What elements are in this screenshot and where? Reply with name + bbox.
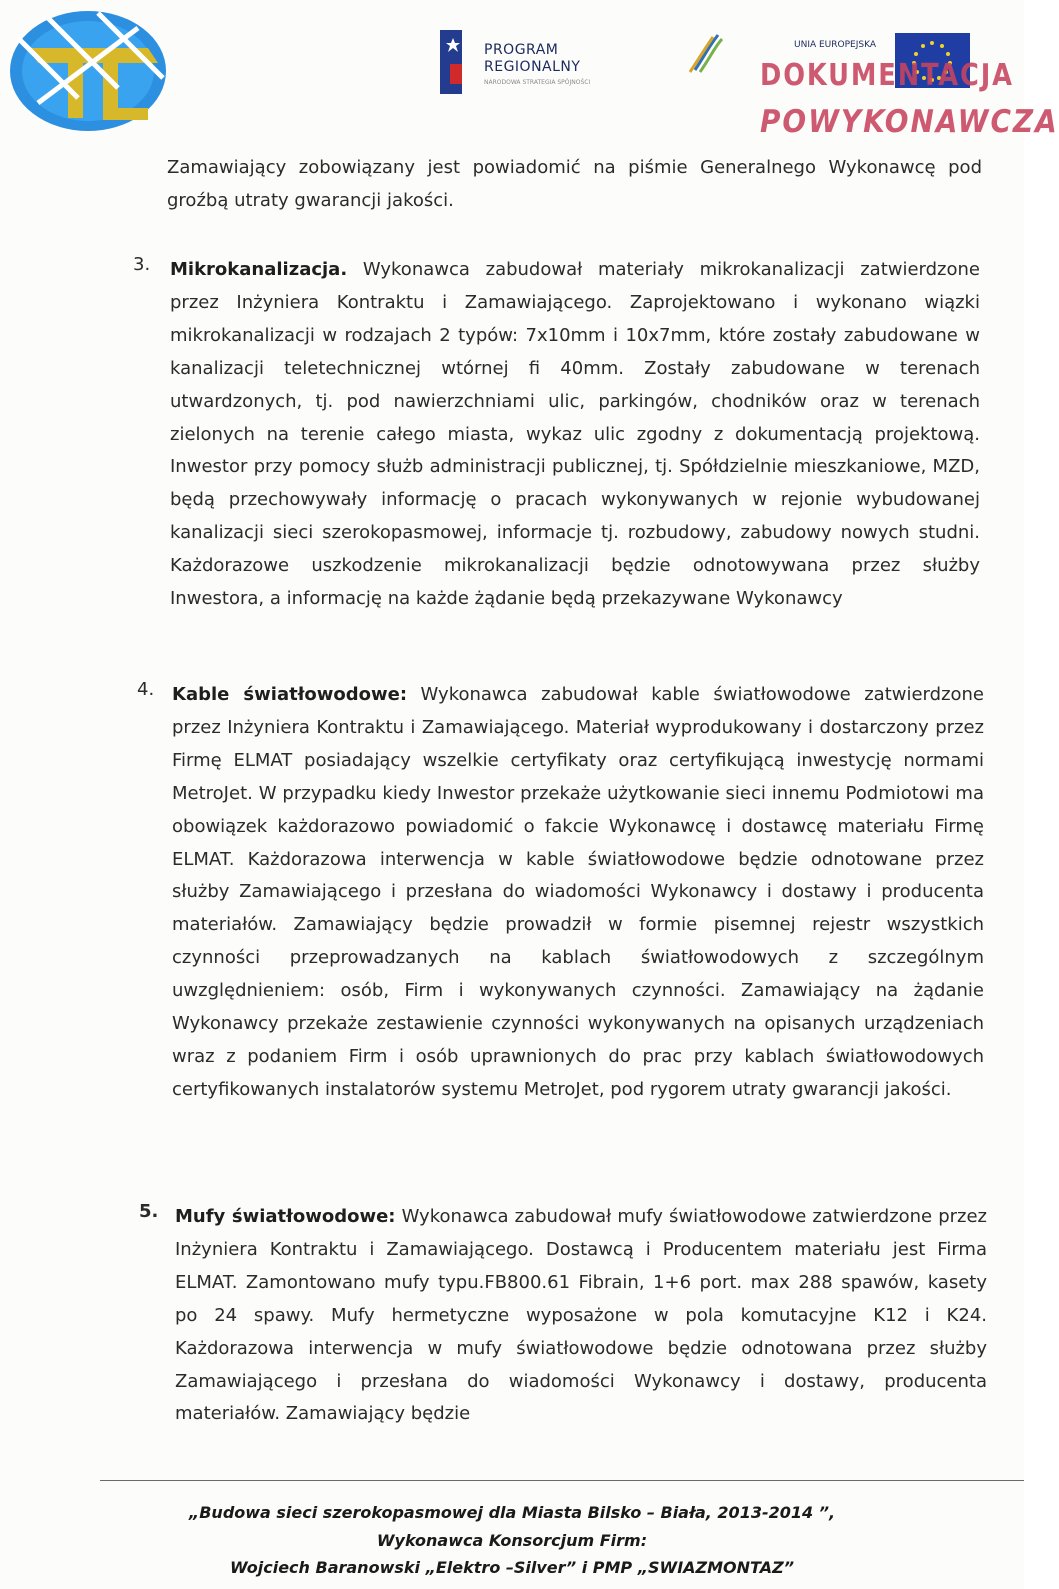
program-line3: NARODOWA STRATEGIA SPÓJNOŚCI [484, 79, 591, 86]
section-5-paragraph [175, 1201, 987, 1431]
section-5-number: 5. [139, 1201, 159, 1222]
section-5-heading: Mufy światłowodowe: [175, 1206, 396, 1227]
eu-label: UNIA EUROPEJSKA [794, 40, 876, 50]
section-4-paragraph [172, 679, 984, 1107]
section-3-text: Wykonawca zabudował materiały mikrokanalizacji zatwierdzone przez Inżyniera Kontraktu i Zamawiającego. Zaprojektowano i wykonano wiązki mikrokanalizacji w rodzajach 2 typów: 7x10mm i 10x7mm, które zostały zabudowane w kanalizacji teletechnicznej wtórnej fi 40mm. Zostały zabudowane w terenach utwardzonych, tj. pod nawierzchniami ulic, parkingów, chodników oraz w terenach zielonych na terenie całego miasta, wykaz ulic zgodny z dokumentacją projektową. Inwestor przy pomocy służb administracji publicznej, tj. Spółdzielnie mieszkaniowe, MZD, będą przechowywały informację o pracach wykonywanych w rejonie wybudowanej kanalizacji sieci szerokopasmowej, informacje tj. rozbudowy, zabudowy nowych studni. Każdorazowe uszkodzenie mikrokanalizacji będzie odnotowywana przez służby Inwestora, a informację na każde żądanie będą przekazywane Wykonawcy [170, 259, 980, 610]
footer-consortium-label: Wykonawca Konsorcjum Firm: [376, 1531, 648, 1550]
footer-project-title: „Budowa sieci szerokopasmowej dla Miasta Bilsko – Biała, 2013-2014 ”, [188, 1503, 836, 1522]
section-4-number: 4. [137, 679, 155, 700]
footer-divider [100, 1480, 1024, 1481]
program-line1: PROGRAM [484, 42, 559, 58]
footer-consortium-members: Wojciech Baranowski „Elektro –Silver” i PMP „SWIAZMONTAZ” [229, 1558, 794, 1577]
program-line2: REGIONALNY [484, 59, 581, 75]
program-regionalny-logo [440, 30, 640, 100]
section-3-number: 3. [133, 254, 151, 275]
stamp-line2: POWYKONAWCZA [760, 104, 1059, 140]
program-logo-accent [450, 64, 462, 84]
section-5-text: Wykonawca zabudował mufy światłowodowe zatwierdzone przez Inżyniera Kontraktu i Zamawiającego. Dostawcą i Producentem materiału jest Firma ELMAT. Zamontowano mufy typu.FB800.61 Fibrain, 1+6 port. max 288 spawów, kasety po 24 spawy. Mufy hermetyczne wyposażone w pola komutacyjne K12 i K24. Każdorazowa interwencja w mufy światłowodowe będzie odnotowana przez służby Zamawiającego i przesłana do wiadomości Wykonawcy i dostawy, producenta materiałów. Zamawiający będzie [175, 1206, 987, 1425]
section-4-text: Wykonawca zabudował kable światłowodowe zatwierdzone przez Inżyniera Kontraktu i Zamawiającego. Materiał wyprodukowany i dostarczony przez Firmę ELMAT posiadający wszelkie certyfikaty oraz certyfikującą inwestycję normami MetroJet. W przypadku kiedy Inwestor przekaże użytkowanie sieci innemu Podmiotowi ma obowiązek każdorazowo powiadomić o fakcie Wykonawcę i dostawcę materiału Firmę ELMAT. Każdorazowa interwencja w kable światłowodowe będzie odnotowane przez służby Zamawiającego i przesłana do wiadomości Wykonawcy i dostawy i producenta materiałów. Zamawiający będzie prowadził w formie pisemnej rejestr wszystkich czynności przeprowadzanych na kablach światłowodowych z szczególnym uwzględnieniem: osób, Firm i wykonywanych czynności. Zamawiający na żądanie Wykonawcy przekaże zestawienie czynności wykonywanych na opisanych urządzeniach wraz z podaniem Firm i osób uprawnionych do prac przy kablach światłowodowych certyfikowanych instalatorów systemu MetroJet, pod rygorem utraty gwarancji jakości. [172, 684, 985, 1100]
section-3-paragraph [170, 254, 980, 616]
star-icon [446, 38, 460, 52]
company-logo-icon [8, 8, 168, 134]
silesia-logo-icon [680, 30, 730, 90]
intro-paragraph: Zamawiający zobowiązany jest powiadomić na piśmie Generalnego Wykonawcę pod groźbą utraty gwarancji jakości. [167, 157, 982, 211]
section-4-heading: Kable światłowodowe: [172, 684, 408, 705]
section-3-heading: Mikrokanalizacja. [170, 259, 348, 280]
stamp-line1: DOKUMENTACJA [760, 58, 1014, 93]
